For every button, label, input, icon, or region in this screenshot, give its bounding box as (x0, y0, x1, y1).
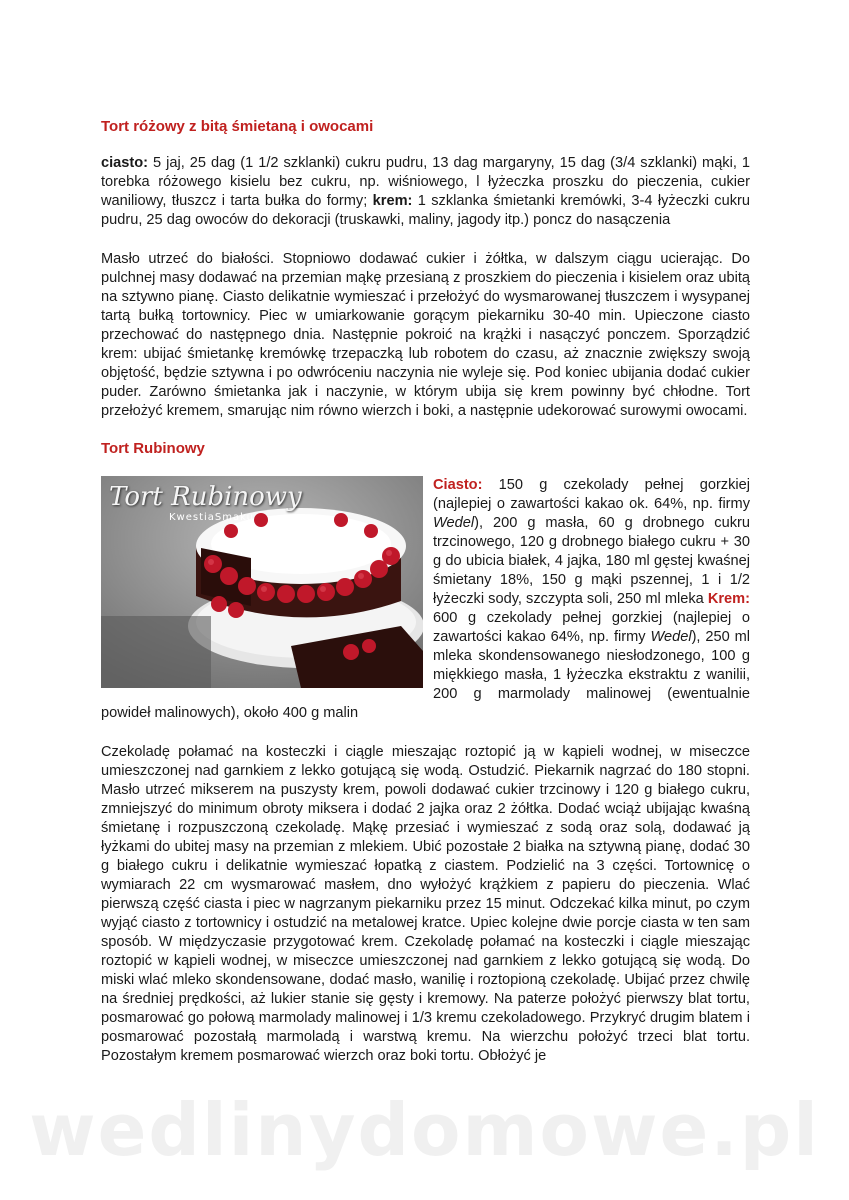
recipe1-ingredients (101, 154, 750, 230)
recipe2-ingredients-text3: 600 g czekolady pełnej gorzkiej (najlepiej o zawartości kakao 64%, np. firmy (433, 610, 750, 645)
recipe1-ingredients-text2: 1 szklanka śmietanki kremówki, 3-4 łyżeczki cukru pudru, 25 dag owoców do dekoracji (truskawki, maliny, jagody itp.) poncz do nasączenia (101, 193, 750, 228)
recipe2-brand2: Wedel (650, 629, 692, 645)
recipe1-ingredients-text1: 5 jaj, 25 dag (1 1/2 szklanki) cukru pudru, 13 dag margaryny, 15 dag (3/4 szklanki) mąki, 1 torebka różowego kisielu bez cukru, np. wiśniowego, l łyżeczka proszku do pieczenia, cukier waniliowy, tłuszcz i tarta bułka do formy; (101, 155, 750, 209)
cake-photo (101, 476, 423, 688)
recipe1-method: Masło utrzeć do białości. Stopniowo dodawać cukier i żółtka, w dalszym ciągu ucierając. Do pulchnej masy dodawać na przemian mąkę przesianą z proszkiem do pieczenia i kisielem oraz ubitą na sztywno pianę. Ciasto delikatnie wymieszać i przełożyć do wysmarowanej tłuszczem i wysypanej tartą bułką tortownicy. Piec w umiarkowanie gorącym piekarniku 30-40 min. Upieczone ciasto przechować do następnego dnia. Następnie pokroić na krążki i nasączyć ponczem. Sporządzić krem: ubijać śmietankę kremówkę trzepaczką lub robotem do czasu, aż znacznie zwiększy swoją objętość, będzie sztywna i po odwróceniu naczynia nie wyleje się. Pod koniec ubijania dodać cukier puder. Zarówno śmietanka jak i naczynie, w którym ubija się krem powinny być chłodne. Tort przełożyć kremem, smarując nim równo wierzch i boki, a następnie udekorować surowymi owocami. (101, 251, 750, 419)
recipe2-section (101, 476, 750, 723)
recipe2-title: Tort Rubinowy (101, 440, 205, 457)
recipe2-ingredients-label: Ciasto: (433, 477, 483, 493)
photo-caption: Tort Rubinowy (109, 482, 302, 512)
recipe2-ingredients-text4: ), 250 ml mleka skondensowanego niesłodzonego, 100 g miękkiego masła, 1 łyżeczka ekstraktu z wanilii, 200 g marmolady malinowej (ewentualnie powideł malinowych), około 400 g malin (101, 629, 750, 721)
photo-brand: KwestiaSmaku (169, 512, 254, 523)
recipe2-cream-label: Krem: (707, 591, 750, 607)
recipe1-ingredients-label: ciasto: (101, 155, 149, 171)
recipe2-ingredients-text2: ), 200 g masła, 60 g drobnego cukru trzcinowego, 120 g drobnego białego cukru + 30 g do ubicia białek, 4 jajka, 180 ml gęstej kwaśnej śmietany 18%, 150 g mąki pszennej, 1 i 1/2 łyżeczki sody, szczypta soli, 250 ml mleka (433, 515, 750, 607)
recipe1-title: Tort różowy z bitą śmietaną i owocami (101, 118, 374, 135)
document-page (101, 118, 750, 1066)
recipe2-ingredients-text1: 150 g czekolady pełnej gorzkiej (najlepiej o zawartości kakao ok. 64%, np. firmy (433, 477, 750, 512)
recipe1-cream-label: krem: (372, 193, 413, 209)
recipe2-brand1: Wedel (433, 515, 475, 531)
watermark: wedlinydomowe.pl (29, 1088, 820, 1172)
recipe2-method: Czekoladę połamać na kosteczki i ciągle mieszając roztopić ją w kąpieli wodnej, w miseczce umieszczonej nad garnkiem z lekko gotującą się wodą. Ostudzić. Piekarnik nagrzać do 180 stopni. Masło utrzeć mikserem na puszysty krem, powoli dodawać cukier trzcinowy i 120 g białego cukru, zmniejszyć do minimum obroty miksera i dodać 2 jajka oraz 2 żółtka. Dodać wciąż ubijając kwaśną śmietanę i rozpuszczoną czekoladę. Mąkę przesiać i wymieszać z sodą oraz solą, dodawać ją łyżkami do ubitej masy na przemian z mlekiem. Ubić pozostałe 2 białka na sztywną pianę, dodać 30 g białego cukru i delikatnie wymieszać łopatką z ciastem. Podzielić na 3 części. Tortownicę o wymiarach 22 cm wysmarować masłem, dno wyłożyć krążkiem z papieru do pieczenia. Wlać pierwszą część ciasta i piec w nagrzanym piekarniku przez 15 minut. Odczekać kilka minut, po czym wyjąć ciasto z tortownicy i ostudzić na metalowej kratce. Upiec kolejne dwie porcje ciasta w ten sam sposób. W międzyczasie przygotować krem. Czekoladę połamać na kosteczki i ciągle mieszając roztopić w kąpieli wodnej, w miseczce umieszczonej nad garnkiem z lekko gotującą się wodą. Do miski wlać mleko skondensowane, dodać masło, wanilię i roztopioną czekoladę. Ubijać przez chwilę na średniej prędkości, aż lukier stanie się gęsty i kremowy. Na paterze położyć pierwszy blat tortu, posmarować go połową marmolady malinowej i 1/3 kremu czekoladowego. Przykryć drugim blatem i posmarować pozostałą marmoladą i warstwą kremu. Na wierzchu położyć trzeci blat tortu. Pozostałym kremem posmarować wierzch oraz boki tortu. Obłożyć je (101, 744, 750, 1064)
